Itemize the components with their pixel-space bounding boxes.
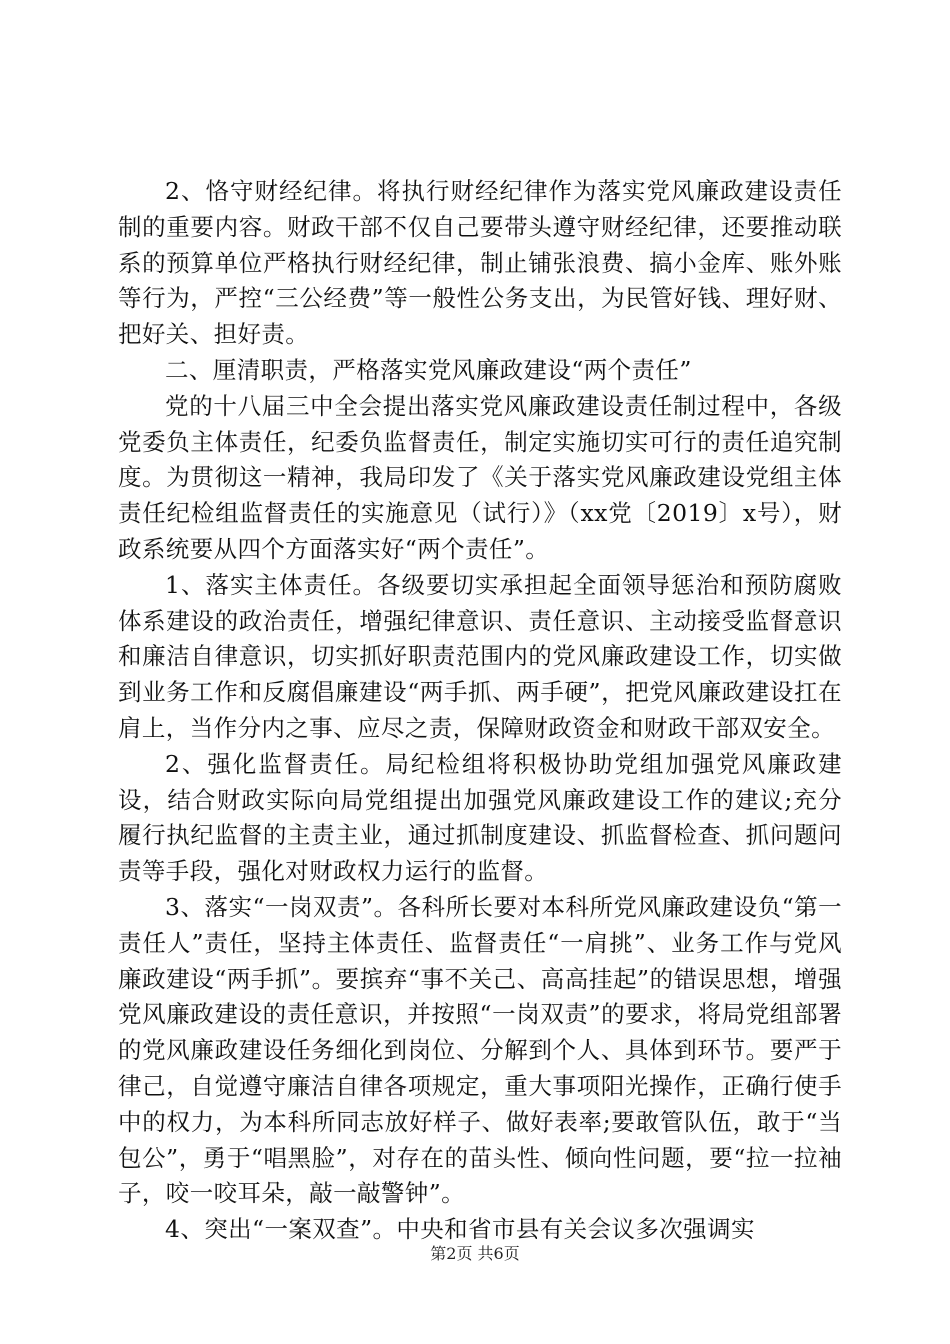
paragraph-one-case-two-checks: 4、突出“一案双查”。中央和省市县有关会议多次强调实 — [165, 1215, 755, 1244]
paragraph-finance-discipline: 2、恪守财经纪律。将执行财经纪律作为落实党风廉政建设责任制的重要内容。财政干部不仅自己要带头遵守财经纪律，还要推动联系的预算单位严格执行财经纪律，制止铺张浪费、搞小金库、账外账等行为，严控“三公经费”等一般性公务支出，为民管好钱、理好财、把好关、担好责。 — [118, 177, 842, 349]
document-body — [118, 174, 842, 1248]
paragraph-main-responsibility: 1、落实主体责任。各级要切实承担起全面领导惩治和预防腐败体系建设的政治责任，增强纪律意识、责任意识、主动接受监督意识和廉洁自律意识，切实抓好职责范围内的党风廉政建设工作，切实做到业务工作和反腐倡廉建设“两手抓、两手硬”，把党风廉政建设扛在肩上，当作分内之事、应尽之责，保障财政资金和财政干部双安全。 — [118, 570, 842, 742]
paragraph-one-post-two-duties: 3、落实“一岗双责”。各科所长要对本科所党风廉政建设负“第一责任人”责任，坚持主体责任、监督责任“一肩挑”、业务工作与党风廉政建设“两手抓”。要摈弃“事不关己、高高挂起”的错误思想，增强党风廉政建设的责任意识，并按照“一岗双责”的要求，将局党组部署的党风廉政建设任务细化到岗位、分解到个人、具体到环节。要严于律己，自觉遵守廉洁自律各项规定，重大事项阳光操作，正确行使手中的权力，为本科所同志放好样子、做好表率;要敢管队伍，敢于“当包公”，勇于“唱黑脸”，对存在的苗头性、倾向性问题，要“拉一拉袖子，咬一咬耳朵，敲一敲警钟”。 — [118, 892, 842, 1208]
section-heading-two-responsibilities: 二、厘清职责，严格落实党风廉政建设“两个责任” — [165, 355, 692, 384]
paragraph-third-plenary: 党的十八届三中全会提出落实党风廉政建设责任制过程中，各级党委负主体责任，纪委负监督责任，制定实施切实可行的责任追究制度。为贯彻这一精神，我局印发了《关于落实党风廉政建设党组主体责任纪检组监督责任的实施意见（试行）》（xx党〔2019〕x号），财政系统要从四个方面落实好“两个责任”。 — [118, 391, 842, 563]
paragraph-supervision-responsibility: 2、强化监督责任。局纪检组将积极协助党组加强党风廉政建设，结合财政实际向局党组提出加强党风廉政建设工作的建议;充分履行执纪监督的主责主业，通过抓制度建设、抓监督检查、抓问题问责等手段，强化对财政权力运行的监督。 — [118, 749, 842, 886]
page-footer: 第2页 共6页 — [430, 1244, 520, 1263]
